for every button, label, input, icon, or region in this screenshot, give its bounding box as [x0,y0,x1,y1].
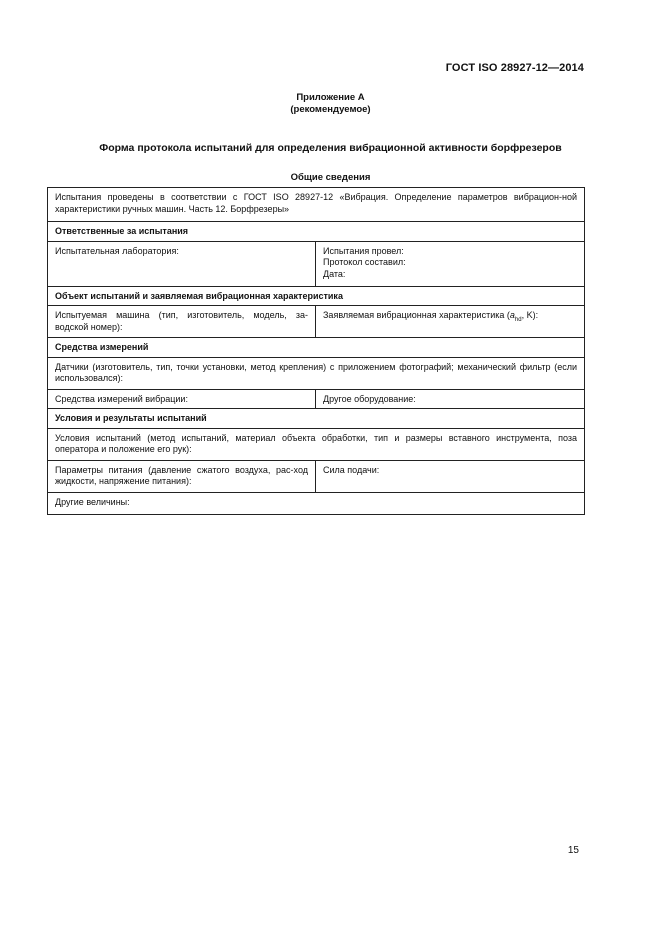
table-row [48,338,585,358]
declared-symbol: a [509,310,515,320]
other-equipment-cell: Другое оборудование: [316,389,585,409]
document-code: ГОСТ ISO 28927-12—2014 [445,62,584,74]
appendix-status: (рекомендуемое) [290,104,371,115]
form-title: Форма протокола испытаний для определения вибрационной активности борфрезеров [99,142,562,154]
table-row [48,357,585,389]
appendix-title: Приложение А [296,92,365,103]
conducted-by-label: Испытания провел: [323,245,404,256]
table-row [48,492,585,514]
table-row [48,460,585,492]
power-parameters-cell: Параметры питания (давление сжатого воздуха, рас-ход жидкости, напряжение питания): [48,460,316,492]
section-heading-instruments: Средства измерений [48,338,585,358]
table-row [48,188,585,222]
table-row [48,286,585,306]
declared-prefix: Заявляемая вибрационная характеристика ( [323,310,510,320]
lab-cell: Испытательная лаборатория: [48,241,316,286]
date-label: Дата: [323,268,346,279]
machine-cell: Испытуемая машина (тип, изготовитель, модель, за-водской номер): [48,306,316,338]
table-row [48,428,585,460]
section-caption: Общие сведения [290,172,371,183]
test-conditions-cell: Условия испытаний (метод испытаний, материал объекта обработки, тип и размеры вставного инструмента, поза оператора и положение его рук): [48,428,585,460]
table-row [48,222,585,242]
section-heading-conditions: Условия и результаты испытаний [48,409,585,429]
table-row [48,389,585,409]
table-row [48,409,585,429]
section-heading-responsible: Ответственные за испытания [48,222,585,242]
table-row [48,306,585,338]
responsible-persons-cell [316,241,585,286]
intro-cell: Испытания проведены в соответствии с ГОСТ ISO 28927-12 «Вибрация. Определение параметров вибрацион-ной характеристики ручных машин. Часть 12. Борфрезеры» [48,188,585,222]
declared-suffix: , K): [521,310,539,320]
declared-subscript: hd [514,316,522,323]
declared-value-cell [316,306,585,338]
protocol-by-label: Протокол составил: [323,257,406,267]
section-heading-object: Объект испытаний и заявляемая вибрационная характеристика [48,286,585,306]
other-values-cell: Другие величины: [48,492,585,514]
page-number: 15 [567,845,579,856]
protocol-form-table [47,187,585,515]
sensors-cell: Датчики (изготовитель, тип, точки установки, метод крепления) с приложением фотографий; механический фильтр (если использовался): [48,357,585,389]
feed-force-cell: Сила подачи: [316,460,585,492]
table-row [48,241,585,286]
vibration-instruments-cell: Средства измерений вибрации: [48,389,316,409]
appendix-heading [0,92,661,116]
